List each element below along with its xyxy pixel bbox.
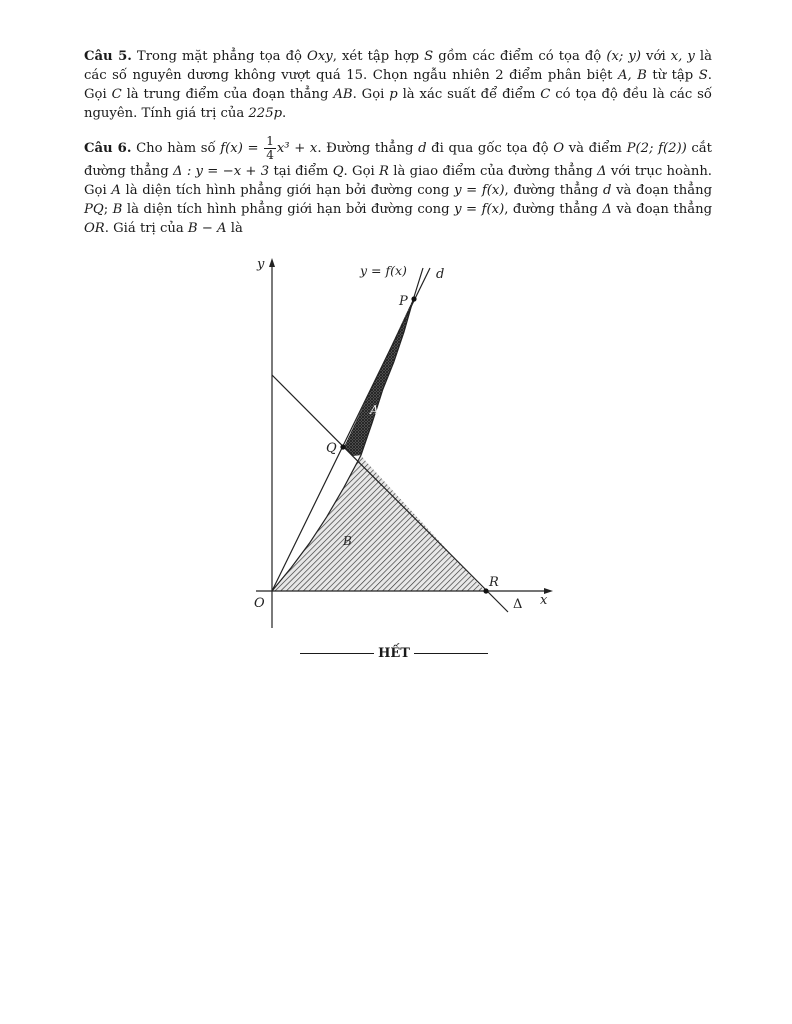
text: . Gọi <box>352 87 390 102</box>
math: O <box>553 141 565 156</box>
text: , đường thẳng <box>504 202 603 217</box>
text: là diện tích hình phẳng giới hạn bởi đường cong <box>122 202 455 217</box>
text: đi qua gốc tọa độ <box>426 141 554 156</box>
point-p-dot <box>411 296 416 301</box>
text: và đoạn thẳng <box>611 202 713 217</box>
math: Δ <box>597 164 607 179</box>
text: cắt đường thẳng <box>84 141 712 179</box>
end-rule-right <box>414 653 488 654</box>
text: , xét tập hợp <box>332 49 425 64</box>
text: . <box>282 106 287 121</box>
math: d <box>418 141 427 156</box>
line-d-label: d <box>436 267 445 282</box>
text: là giao điểm của đường thẳng <box>388 164 598 179</box>
math: P(2; f(2)) <box>626 141 687 156</box>
text: , đường thẳng <box>504 183 603 198</box>
region-a-label: A <box>370 403 379 417</box>
math: Q <box>332 164 344 179</box>
fraction-denominator: 4 <box>266 148 274 162</box>
math: Oxy <box>307 49 333 64</box>
question-5 <box>84 47 712 123</box>
text: với <box>641 49 671 64</box>
math: 225p <box>248 106 283 121</box>
fraction-numerator: 1 <box>266 134 274 148</box>
text: gồm các điểm có tọa độ <box>433 49 607 64</box>
math: f(x) = <box>220 141 264 156</box>
math: S <box>698 68 708 83</box>
region-b-label: B <box>343 534 352 548</box>
text: tại điểm <box>269 164 333 179</box>
end-rule-left <box>300 653 374 654</box>
text: . Giá trị của <box>104 221 188 236</box>
text: là các số nguyên dương không vượt quá 15. Chọn ngẫu nhiên 2 điểm phân biệt <box>84 49 712 83</box>
point-q-dot <box>340 444 345 449</box>
math: p <box>389 87 398 102</box>
text: ; <box>103 202 113 217</box>
math: Δ <box>602 202 612 217</box>
text: là xác suất để điểm <box>397 87 541 102</box>
text: có tọa độ đều là các số nguyên. Tính giá trị của <box>84 87 712 121</box>
math: B − A <box>187 221 227 236</box>
origin-label: O <box>254 596 265 611</box>
point-r-label: R <box>489 575 499 590</box>
text: . Gọi <box>84 68 712 102</box>
text: Cho hàm số <box>131 141 221 156</box>
text: . Gọi <box>343 164 380 179</box>
y-axis-arrow <box>269 258 275 267</box>
region-b-shading <box>272 455 485 591</box>
question-6-label: Câu 6. <box>84 141 132 156</box>
math: PQ <box>84 202 104 217</box>
y-axis-label: y <box>257 257 265 272</box>
end-mark <box>300 646 488 661</box>
text: từ tập <box>646 68 699 83</box>
math: S <box>424 49 434 64</box>
math: A <box>111 183 121 198</box>
text: là trung điểm của đoạn thẳng <box>121 87 334 102</box>
end-text: HẾT <box>378 646 410 661</box>
question-5-label: Câu 5. <box>84 49 132 64</box>
math: R <box>379 164 389 179</box>
math: x, y <box>670 49 695 64</box>
math: C <box>111 87 122 102</box>
fraction <box>264 135 276 162</box>
text: là diện tích hình phẳng giới hạn bởi đường cong <box>120 183 455 198</box>
math: x³ + x <box>276 141 318 156</box>
question-6 <box>84 135 712 238</box>
point-r-dot <box>483 588 488 593</box>
math: OR <box>84 221 105 236</box>
text: với trục hoành. Gọi <box>84 164 713 198</box>
math: y = f(x) <box>454 202 505 217</box>
math: y = f(x) <box>454 183 505 198</box>
text: là <box>226 221 243 236</box>
math: d <box>603 183 612 198</box>
text: Trong mặt phẳng tọa độ <box>131 49 308 64</box>
point-q-label: Q <box>326 441 337 456</box>
curve-label: y = f(x) <box>360 263 407 278</box>
text: và điểm <box>564 141 627 156</box>
math: (x; y) <box>606 49 641 64</box>
line-delta-label: Δ <box>513 597 523 612</box>
x-axis-label: x <box>540 593 548 608</box>
math: A, B <box>617 68 647 83</box>
math: C <box>540 87 551 102</box>
math: Δ : y = −x + 3 <box>173 164 270 179</box>
math: B <box>112 202 123 217</box>
point-p-label: P <box>399 294 408 309</box>
text: và đoạn thẳng <box>611 183 713 198</box>
text: . Đường thẳng <box>317 141 419 156</box>
graph-figure <box>228 248 568 638</box>
math: AB <box>333 87 353 102</box>
